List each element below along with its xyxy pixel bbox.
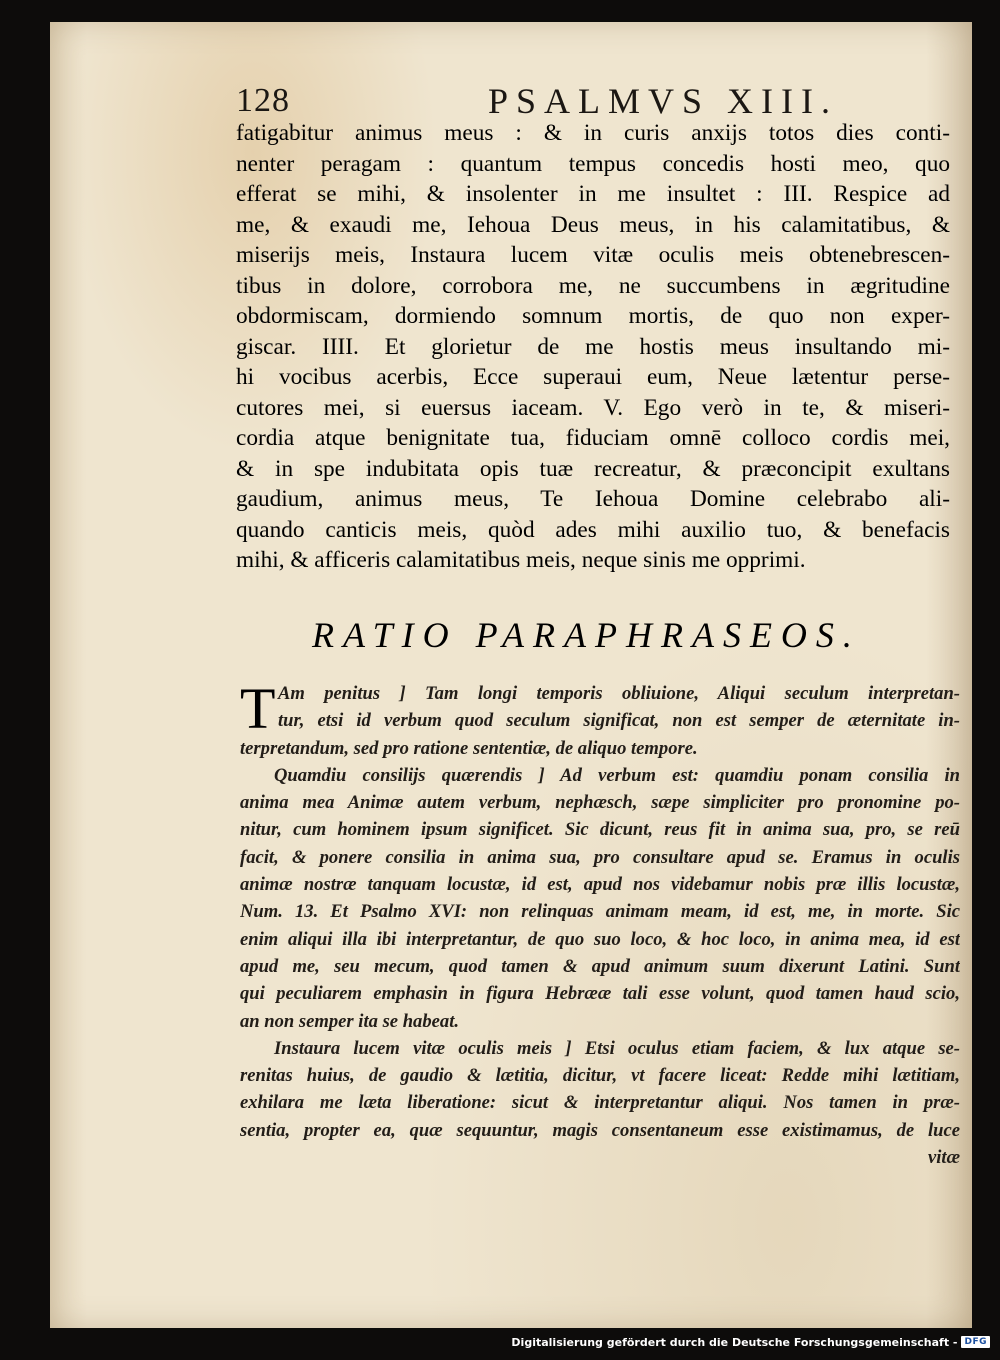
catchword: vitæ [927,1147,960,1169]
text-line: gaudium, animus meus, Te Iehoua Domine celebrabo ali- [236,486,950,512]
paraphrase-text [236,118,950,576]
text-line: obdormiscam, dormiendo somnum mortis, de quo non exper- [236,303,950,329]
text-line: tibus in dolore, corrobora me, ne succumbens in ægritudine [236,272,950,299]
digitization-footer [511,1334,990,1350]
text-line: hi vocibus acerbis, Ecce superaui eum, Neue lætentur perse- [236,364,950,390]
note-line: Quamdiu consilijs quærendis ] Ad verbum est: quamdiu ponam consilia in [274,764,960,786]
note-line: exhilara me læta liberatione: sicut & interpretantur aliqui. Nos tamen in præ- [240,1092,960,1114]
note-line: sentia, propter ea, quæ sequuntur, magis consentaneum esse existimamus, de luce [240,1119,960,1141]
note-line: enim aliqui illa ibi interpretantur, de quo suo loco, & hoc loco, in anima mea, id est [240,928,960,950]
note-line: Am penitus ] Tam longi temporis obliuione, Aliqui seculum interpretan- [278,683,960,704]
text-line: me, & exaudi me, Iehoua Deus meus, in his calamitatibus, & [236,211,950,238]
text-line: quando canticis meis, quòd ades mihi auxilio tuo, & benefacis [236,516,950,543]
note-line: renitas huius, de gaudio & lætitia, dicitur, vt facere liceat: Redde mihi lætitiam, [240,1065,960,1087]
text-line: mihi, & afficeris calamitatibus meis, neque sinis me opprimi. [236,547,806,573]
note-line: an non semper ita se habeat. [240,1010,460,1032]
text-line: fatigabitur animus meus : & in curis anxijs totos dies conti- [236,120,950,146]
text-line: nenter peragam : quantum tempus concedis hosti meo, quo [236,150,950,177]
page-number: 128 [236,82,290,119]
commentary-notes [240,676,960,1171]
note-line: Instaura lucem vitæ oculis meis ] Etsi oculus etiam faciem, & lux atque se- [274,1037,960,1059]
note-line: apud me, seu mecum, quod tamen & apud animum suum dixerunt Latini. Sunt [240,955,960,977]
note-line: anima mea Animæ autem verbum, nephæsch, sæpe simpliciter pro pronomine po- [240,792,960,814]
text-line: giscar. IIII. Et glorietur de me hostis meus insultando mi- [236,333,950,360]
text-line: cutores mei, si euersus iaceam. V. Ego verò in te, & miseri- [236,394,950,421]
text-line: efferat se mihi, & insolenter in me insultet : III. Respice ad [236,181,950,207]
note-line: qui peculiarem emphasin in figura Hebrææ tali esse volunt, quod tamen haud scio, [240,983,960,1005]
text-line: & in spe indubitata opis tuæ recreatur, & præconcipit exultans [236,455,950,482]
note-line: nitur, cum hominem ipsum significet. Sic dicunt, reus fit in anima sua, pro, se reū [240,819,960,841]
note-line: Num. 13. Et Psalmo XVI: non relinquas animam meam, id est, me, in morte. Sic [240,901,960,923]
note-line: facit, & ponere consilia in anima sua, pro consultare apud se. Eramus in oculis [240,846,960,868]
drop-cap: T [240,676,276,741]
dfg-logo-icon: DFG [961,1336,990,1348]
text-line: cordia atque benignitate tua, fiduciam omnē colloco cordis mei, [236,425,950,451]
running-title: PSALMVS XIII. [488,81,839,121]
note-line: animæ nostræ tanquam locustæ, id est, apud nos videbamur nobis præ illis locustæ, [240,874,960,896]
text-line: miserijs meis, Instaura lucem vitæ oculis meis obtenebrescen- [236,242,950,268]
section-heading: RATIO PARAPHRASEOS. [312,615,861,655]
footer-text: Digitalisierung gefördert durch die Deutsche Forschungsgemeinschaft - [511,1335,958,1349]
note-line: tur, etsi id verbum quod seculum significat, non est semper de æternitate in- [278,710,960,732]
note-line: terpretandum, sed pro ratione sententiæ, de aliquo tempore. [240,737,698,759]
